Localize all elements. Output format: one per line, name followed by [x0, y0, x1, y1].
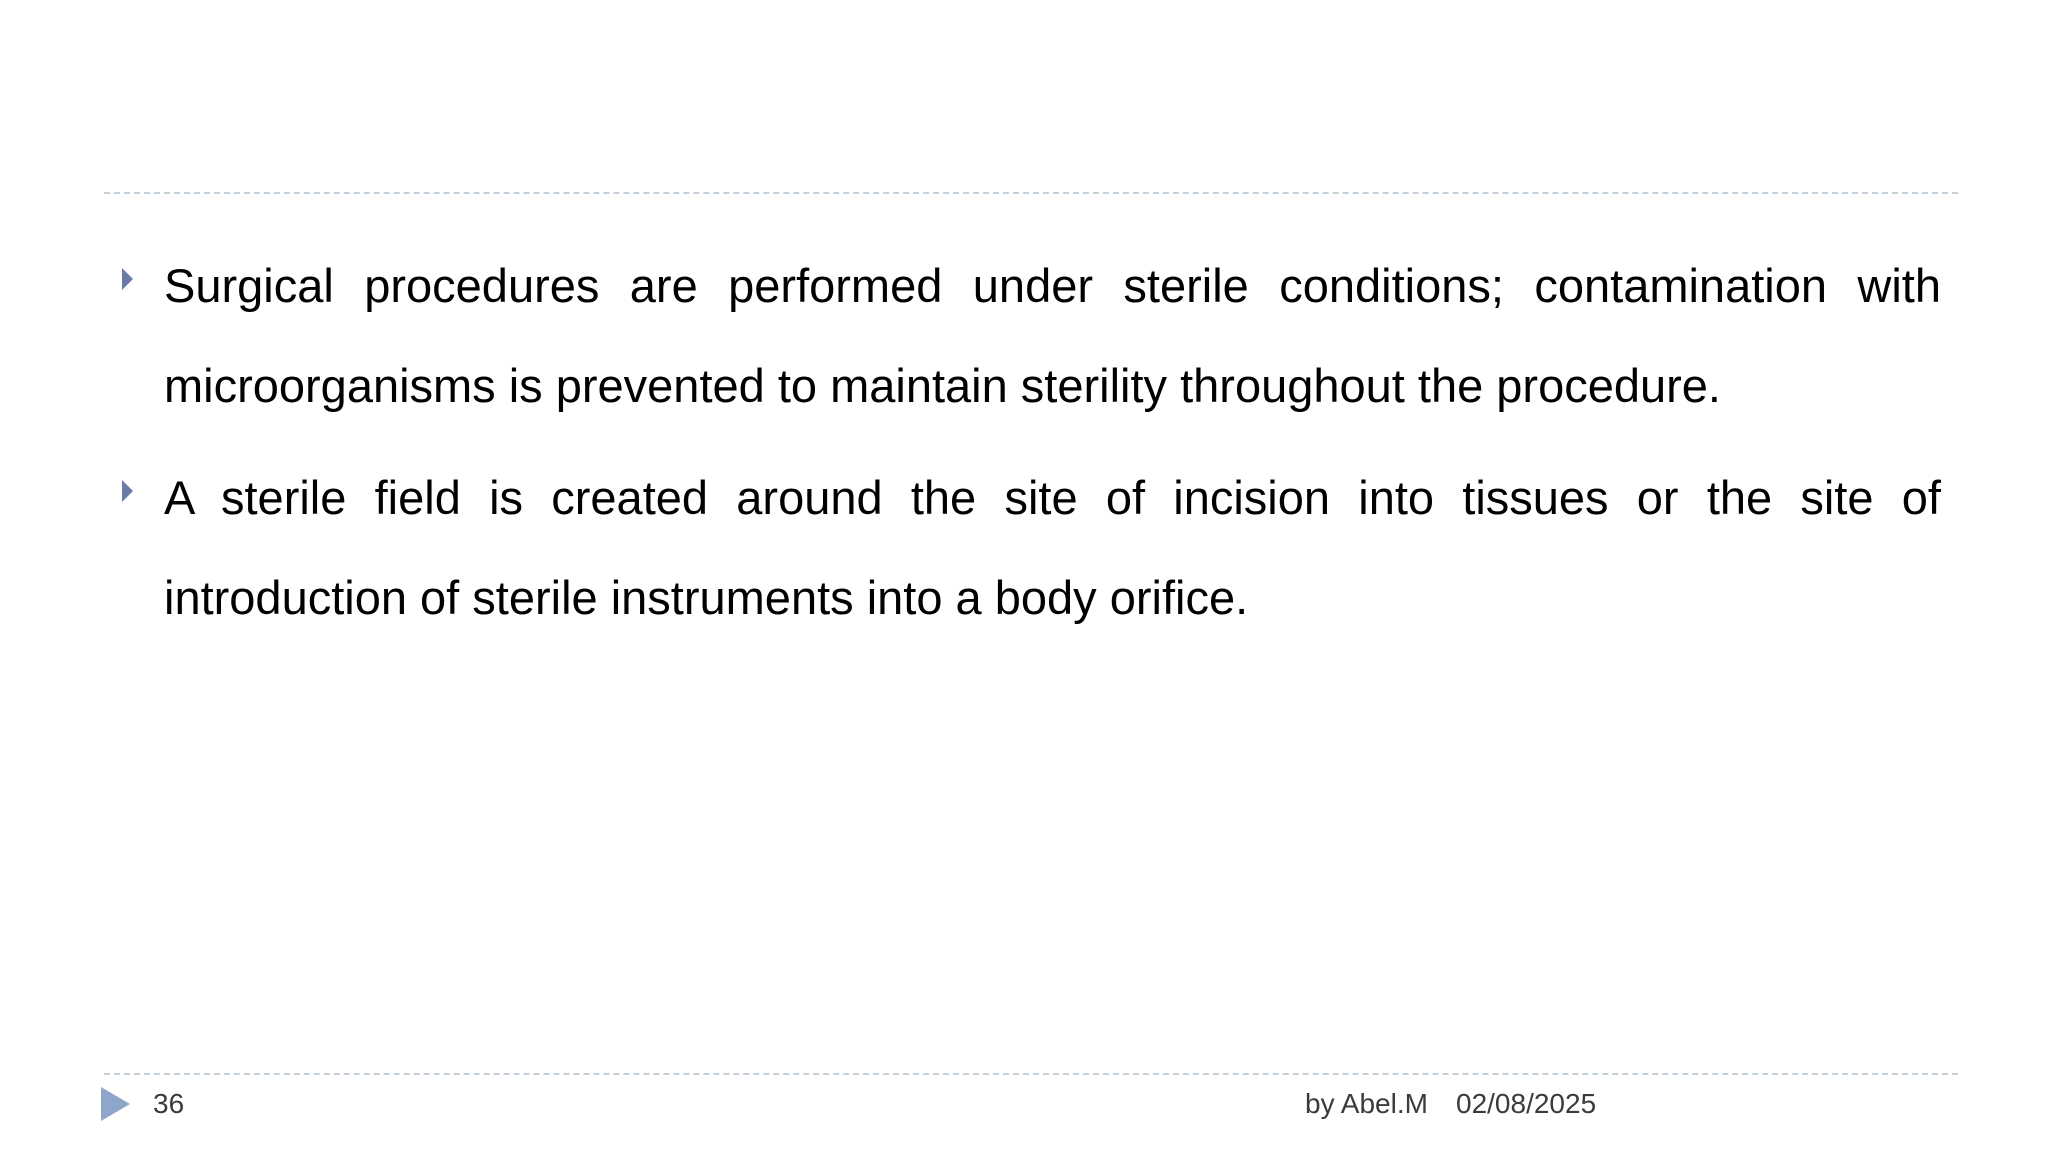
- triangle-bullet-icon: [122, 480, 133, 502]
- triangle-arrow-icon: [101, 1087, 130, 1121]
- slide-body: [118, 236, 1941, 660]
- bullet-text: A sterile field is created around the site of incision into tissues or the site of introduction of sterile instruments into a body orifice.: [164, 471, 1941, 624]
- page-number: 36: [153, 1088, 185, 1119]
- bullet-item: [118, 236, 1941, 436]
- triangle-bullet-icon: [122, 268, 133, 290]
- bottom-divider: [104, 1073, 1958, 1075]
- footer-date: 02/08/2025: [1456, 1088, 1597, 1119]
- bullet-text: Surgical procedures are performed under sterile conditions; contamination with microorganisms is prevented to maintain sterility throughout the procedure.: [164, 259, 1941, 412]
- bullet-item: [118, 448, 1941, 648]
- footer-author: by Abel.M: [1305, 1088, 1428, 1119]
- top-divider: [104, 192, 1958, 194]
